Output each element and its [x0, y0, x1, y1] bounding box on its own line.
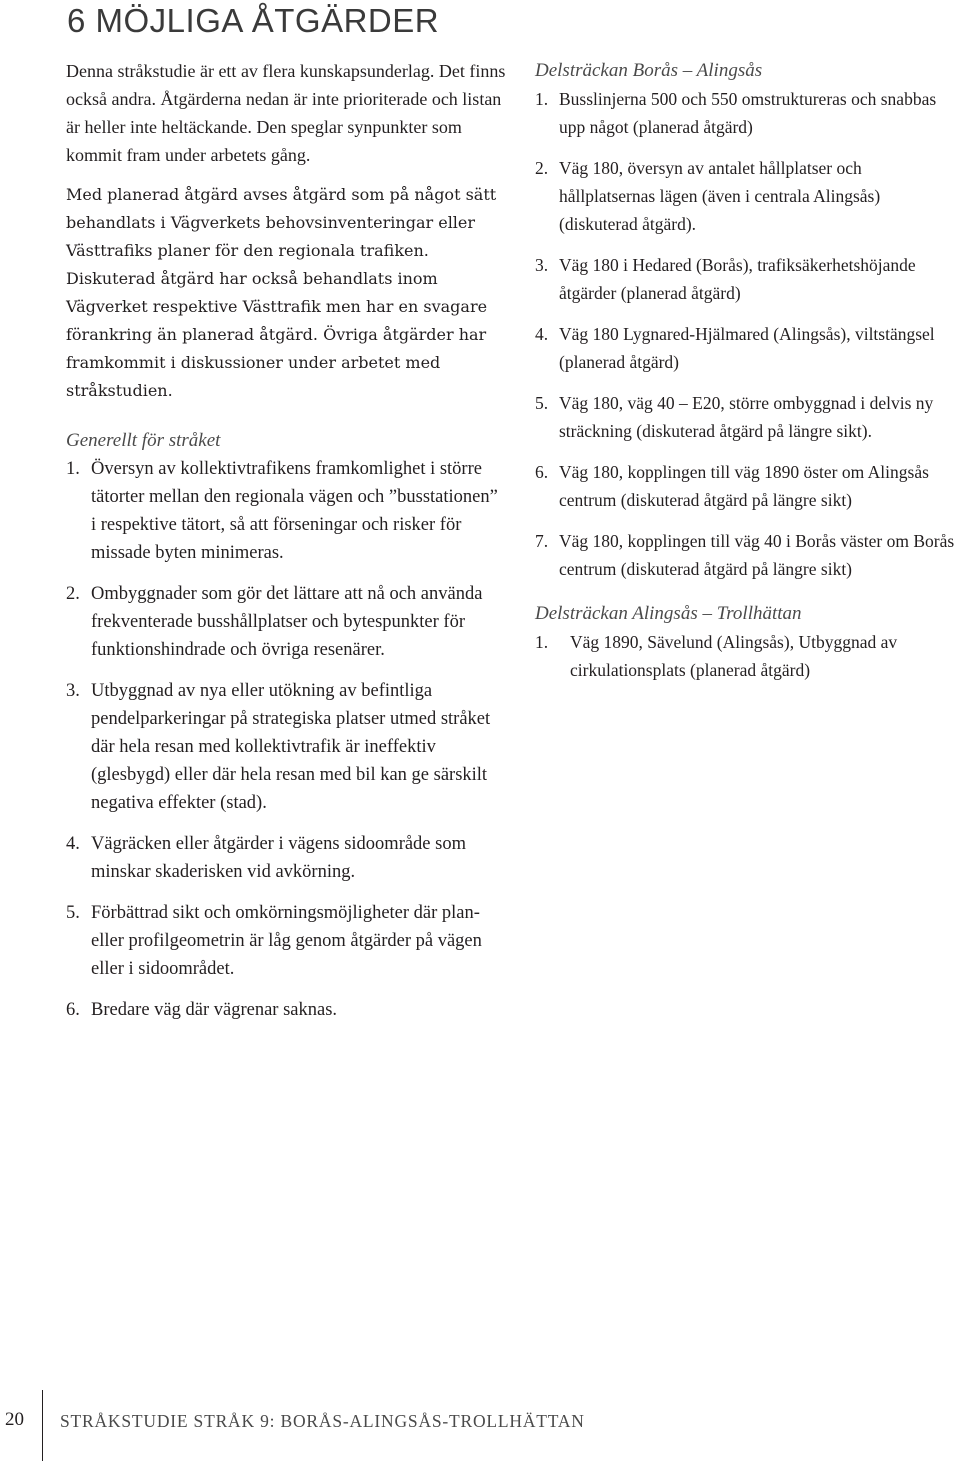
item-text: Väg 180 Lygnared-Hjälmared (Alingsås), viltstängsel (planerad åtgärd) [559, 324, 935, 372]
list-item [535, 458, 960, 514]
item-number: 6. [66, 1000, 80, 1020]
item-text: Utbyggnad av nya eller utökning av befintliga pendelparkeringar på strategiska platser utmed stråket där hela resan med kollektivtrafik är ineffektiv (glesbygd) eller där hela resan med bil kan ge särskilt negativa effekter (stad). [91, 681, 491, 813]
item-text: Väg 180, kopplingen till väg 1890 öster om Alingsås centrum (diskuterad åtgärd på längre sikt) [559, 462, 929, 510]
list-item [535, 85, 960, 141]
item-text: Bredare väg där vägrenar saknas. [91, 1000, 338, 1020]
item-text: Förbättrad sikt och omkörningsmöjligheter där plan- eller profilgeometrin är låg genom åtgärder på vägen eller i sidoområdet. [91, 903, 482, 979]
list-item [66, 996, 506, 1024]
list-item [66, 677, 506, 817]
item-number: 4. [66, 834, 80, 854]
item-number: 7. [535, 531, 549, 551]
discussed-measure-definition: Diskuterad åtgärd har också behandlats inom Vägverket respektive Västtrafik men har en svagare förankring än planerad åtgärd. Övriga åtgärder har framkommit i diskussioner under arbetet med stråkstudien. [66, 269, 488, 400]
item-number: 1. [535, 89, 549, 109]
intro-paragraph: Denna stråkstudie är ett av flera kunskapsunderlag. Det finns också andra. Åtgärderna nedan är inte prioriterade och listan är heller inte heltäckande. Den speglar synpunkter som kommit fram under arbetets gång. [66, 61, 506, 165]
page-title: 6 MÖJLIGA ÅTGÄRDER [67, 2, 440, 39]
list-item [66, 455, 506, 567]
general-measures-list [66, 455, 506, 1024]
item-number: 1. [66, 459, 80, 479]
list-item [535, 389, 960, 445]
item-number: 2. [535, 158, 549, 178]
item-text: Busslinjerna 500 och 550 omstruktureras och snabbas upp något (planerad åtgärd) [559, 89, 937, 137]
footer-divider [42, 1390, 43, 1461]
item-number: 2. [66, 584, 80, 604]
item-text: Översyn av kollektivtrafikens framkomlighet i större tätorter mellan den regionala vägen och ”busstationen” i respektive tätort, så att förseningar och risker för missade byten minimeras. [91, 459, 498, 563]
item-number: 3. [66, 681, 80, 701]
item-text: Väg 180, kopplingen till väg 40 i Borås väster om Borås centrum (diskuterad åtgärd på längre sikt) [559, 531, 955, 579]
boras-alingsas-measures-list [535, 85, 960, 583]
list-item [66, 899, 506, 983]
item-text: Vägräcken eller åtgärder i vägens sidoområde som minskar skaderisken vid avkörning. [91, 834, 466, 882]
right-column [535, 57, 960, 697]
list-item [535, 154, 960, 238]
list-item [535, 251, 960, 307]
item-number: 3. [535, 255, 549, 275]
list-item [535, 320, 960, 376]
left-column [66, 57, 506, 1037]
running-title: STRÅKSTUDIE STRÅK 9: BORÅS-ALINGSÅS-TROLLHÄTTAN [60, 1411, 585, 1431]
section-heading-general: Generellt för stråket [66, 430, 221, 451]
list-item [535, 628, 960, 684]
alingsas-trollhattan-measures-list [535, 628, 960, 684]
section-heading-alingsas-trollhattan: Delsträckan Alingsås – Trollhättan [535, 603, 802, 624]
list-item [66, 830, 506, 886]
item-number: 5. [535, 393, 549, 413]
list-item [535, 527, 960, 583]
item-text: Väg 180 i Hedared (Borås), trafiksäkerhetshöjande åtgärder (planerad åtgärd) [559, 255, 916, 303]
list-item [66, 580, 506, 664]
item-text: Ombyggnader som gör det lättare att nå och använda frekventerade busshållplatser och bytespunkter för funktionshindrade och övriga resenärer. [91, 584, 483, 660]
page-number: 20 [5, 1409, 24, 1430]
item-text: Väg 1890, Sävelund (Alingsås), Utbyggnad av cirkulationsplats (planerad åtgärd) [570, 632, 898, 680]
item-number: 6. [535, 462, 549, 482]
item-text: Väg 180, översyn av antalet hållplatser och hållplatsernas lägen (även i centrala Alingsås) (diskuterad åtgärd). [559, 158, 881, 234]
section-heading-boras-alingsas: Delsträckan Borås – Alingsås [535, 60, 763, 81]
item-number: 1. [535, 632, 549, 652]
item-number: 4. [535, 324, 549, 344]
item-text: Väg 180, väg 40 – E20, större ombyggnad i delvis ny sträckning (diskuterad åtgärd på längre sikt). [559, 393, 934, 441]
planned-measure-definition: Med planerad åtgärd avses åtgärd som på något sätt behandlats i Vägverkets behovsinventeringar eller Västtrafiks planer för den regionala trafiken. [66, 185, 497, 260]
item-number: 5. [66, 903, 80, 923]
